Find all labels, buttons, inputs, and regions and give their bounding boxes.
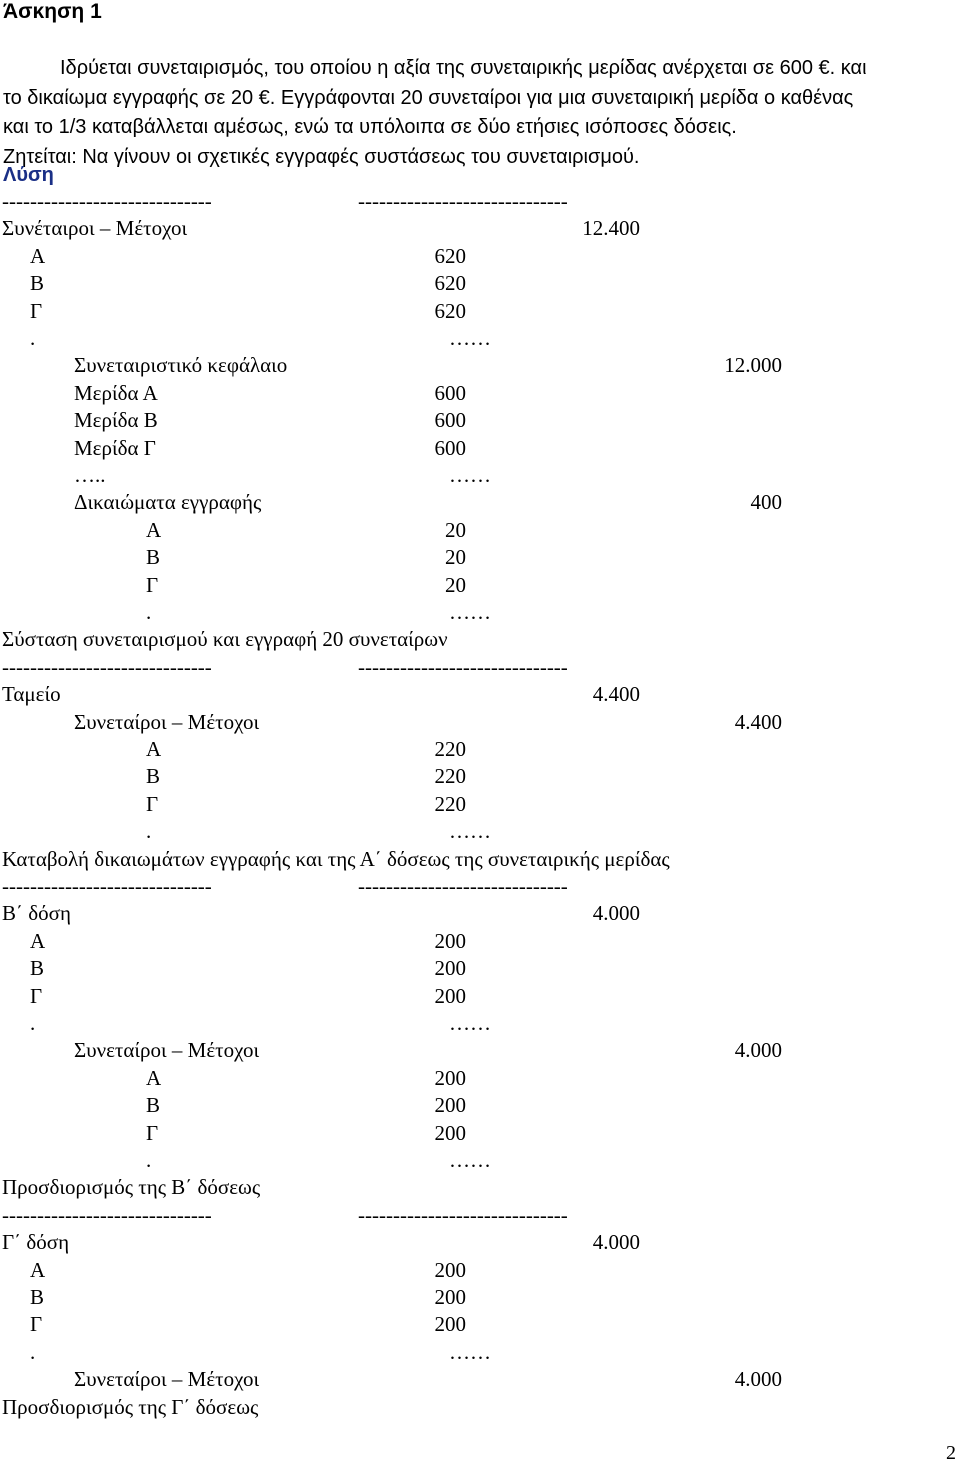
journal-amount: 220 <box>434 791 466 816</box>
journal-separator: ------------------------------ <box>2 654 212 679</box>
journal-amount: 200 <box>434 1065 466 1090</box>
journal-text: Β΄ δόση <box>2 901 71 926</box>
journal-text: Γ <box>146 572 159 597</box>
journal-line <box>0 1340 960 1367</box>
journal-separator: …… <box>449 326 491 350</box>
journal-line <box>0 1121 960 1148</box>
journal-amount: 220 <box>434 737 466 761</box>
journal-amount: 200 <box>434 983 466 1008</box>
journal-separator: ------------------------------ <box>358 874 568 898</box>
journal-separator: …… <box>449 600 491 624</box>
journal-line <box>0 1367 960 1394</box>
journal-amount: 4.000 <box>734 1367 782 1392</box>
journal-line <box>0 792 960 819</box>
journal-amount: 4.000 <box>734 1038 782 1063</box>
journal-text: Γ <box>30 298 43 323</box>
journal-separator: …… <box>449 1148 491 1172</box>
journal-text: Α <box>30 1257 46 1282</box>
journal-amount: 620 <box>434 298 466 323</box>
journal-amount: 620 <box>434 243 466 268</box>
journal-line <box>0 271 960 298</box>
journal-text: Σύσταση συνεταιρισμού και εγγραφή 20 συνεταίρων <box>2 627 448 652</box>
statement-line: Ιδρύεται συνεταιρισμός, του οποίου η αξία της συνεταιρικής μερίδας ανέρχεται σε 600 €. και <box>60 57 867 79</box>
journal-amount: 200 <box>434 928 466 953</box>
journal-text: ….. <box>74 463 106 487</box>
journal-amount: 200 <box>434 1257 466 1282</box>
journal-line <box>0 956 960 983</box>
journal-line <box>0 1038 960 1065</box>
journal-amount: 4.400 <box>592 682 640 707</box>
journal-text: . <box>146 819 152 844</box>
journal-amount: 4.000 <box>592 1230 640 1255</box>
journal-text: Γ <box>30 1312 43 1337</box>
journal-line <box>0 682 960 709</box>
journal-amount: 4.400 <box>734 709 782 734</box>
journal-text: Δικαιώματα εγγραφής <box>74 490 262 515</box>
journal-line <box>0 1011 960 1038</box>
journal-line <box>0 1093 960 1120</box>
journal-line <box>0 600 960 627</box>
journal-text: . <box>146 1148 152 1172</box>
journal-separator: ------------------------------ <box>2 1202 212 1227</box>
journal-separator: ------------------------------ <box>358 1202 568 1227</box>
journal-line <box>0 764 960 791</box>
journal-line <box>0 901 960 928</box>
journal-text: Α <box>30 928 46 953</box>
journal-line <box>0 1203 960 1230</box>
journal-line <box>0 1230 960 1257</box>
journal-line <box>0 353 960 380</box>
journal-line <box>0 819 960 846</box>
journal-text: Α <box>30 243 46 268</box>
journal-amount: 20 <box>445 517 466 542</box>
journal-text: Γ <box>30 983 43 1008</box>
journal-text: Β <box>146 545 161 570</box>
journal-line <box>0 627 960 654</box>
journal-text: . <box>30 1011 36 1035</box>
journal-line <box>0 381 960 408</box>
journal-text: Προσδιορισμός της Γ΄ δόσεως <box>2 1394 259 1419</box>
journal-text: Μερίδα Γ <box>74 435 156 460</box>
journal-amount: 200 <box>434 956 466 981</box>
journal-line <box>0 244 960 271</box>
journal-text: Γ <box>146 1120 159 1145</box>
journal-line <box>0 1285 960 1312</box>
journal-line <box>0 874 960 901</box>
journal-text: Β <box>146 1093 161 1118</box>
journal-separator: ------------------------------ <box>2 874 212 898</box>
statement-line: και το 1/3 καταβάλλεται αμέσως, ενώ τα υπόλοιπα σε δύο ετήσιες ισόποσες δόσεις. <box>3 116 737 138</box>
journal-line <box>0 1258 960 1285</box>
journal-text: Α <box>146 1065 162 1090</box>
journal-text: Συνεταίροι – Μέτοχοι <box>74 709 260 734</box>
statement-line: Ζητείται: Να γίνουν οι σχετικές εγγραφές συστάσεως του συνεταιρισμού. <box>3 145 640 168</box>
exercise-statement <box>3 54 960 172</box>
journal-amount: 600 <box>434 408 466 433</box>
journal-line <box>0 326 960 353</box>
journal-text: Συνεταίροι – Μέτοχοι <box>74 1367 260 1392</box>
journal-amount: 620 <box>434 271 466 296</box>
journal-amount: 200 <box>434 1093 466 1118</box>
journal-amount: 220 <box>434 764 466 789</box>
journal-text: Μερίδα Β <box>74 408 158 433</box>
journal-text: Συνεταίροι – Μέτοχοι <box>74 1038 260 1063</box>
journal-separator: …… <box>449 819 491 844</box>
journal-line <box>0 655 960 682</box>
journal-text: Α <box>146 517 162 542</box>
journal-line <box>0 436 960 463</box>
journal-line <box>0 929 960 956</box>
journal-line <box>0 463 960 490</box>
journal-amount: 600 <box>434 380 466 405</box>
journal-separator: …… <box>449 463 491 487</box>
journal-text: Συνέταιροι – Μέτοχοι <box>2 216 188 241</box>
journal-line <box>0 847 960 874</box>
journal-line <box>0 518 960 545</box>
journal-amount: 600 <box>434 435 466 460</box>
journal-amount: 20 <box>445 572 466 597</box>
journal-separator: …… <box>449 1011 491 1035</box>
journal-line <box>0 1148 960 1175</box>
journal-amount: 400 <box>750 490 782 515</box>
journal-line <box>0 984 960 1011</box>
journal-line <box>0 737 960 764</box>
journal-separator: ------------------------------ <box>358 189 568 213</box>
journal-text: . <box>146 600 152 624</box>
journal-text: Μερίδα Α <box>74 380 158 405</box>
journal-text: . <box>30 1339 36 1364</box>
journal-amount: 4.000 <box>592 901 640 926</box>
journal-text: Προσδιορισμός της Β΄ δόσεως <box>2 1175 261 1200</box>
journal-line <box>0 573 960 600</box>
journal-amount: 12.000 <box>724 353 782 378</box>
journal-amount: 20 <box>445 545 466 570</box>
statement-line: το δικαίωμα εγγραφής σε 20 €. Εγγράφονται 20 συνεταίροι για μια συνεταιρική μερίδα ο καθένας <box>3 86 854 109</box>
journal-line <box>0 189 960 216</box>
page-number: 2 <box>946 1442 956 1464</box>
journal-line <box>0 545 960 572</box>
journal-line <box>0 490 960 517</box>
journal-text: Γ΄ δόση <box>2 1230 70 1255</box>
solution-heading: Λύση <box>3 164 54 186</box>
journal-line <box>0 1175 960 1202</box>
journal-amount: 200 <box>434 1285 466 1309</box>
journal-separator: ------------------------------ <box>2 189 212 213</box>
journal-amount: 200 <box>434 1312 466 1337</box>
journal-amount: 200 <box>434 1120 466 1145</box>
journal-text: Καταβολή δικαιωμάτων εγγραφής και της Α΄ δόσεως της συνεταιρικής μερίδας <box>2 846 670 871</box>
journal-line <box>0 408 960 435</box>
journal-text: Β <box>30 271 45 296</box>
journal-line <box>0 1395 960 1422</box>
journal-separator: ------------------------------ <box>358 654 568 679</box>
journal-line <box>0 1312 960 1339</box>
exercise-title: Άσκηση 1 <box>3 0 102 23</box>
journal-text: Β <box>30 956 45 981</box>
journal-text: Β <box>146 764 161 789</box>
journal-line <box>0 710 960 737</box>
journal-text: Συνεταιριστικό κεφάλαιο <box>74 353 288 378</box>
journal-line <box>0 216 960 243</box>
journal-text: Γ <box>146 791 159 816</box>
journal-text: Ταμείο <box>2 682 61 707</box>
journal-separator: …… <box>449 1339 491 1364</box>
journal-text: . <box>30 326 36 350</box>
journal-line <box>0 1066 960 1093</box>
journal-text: Α <box>146 737 162 761</box>
journal-amount: 12.400 <box>582 216 640 241</box>
journal-text: Β <box>30 1285 45 1309</box>
journal-line <box>0 299 960 326</box>
